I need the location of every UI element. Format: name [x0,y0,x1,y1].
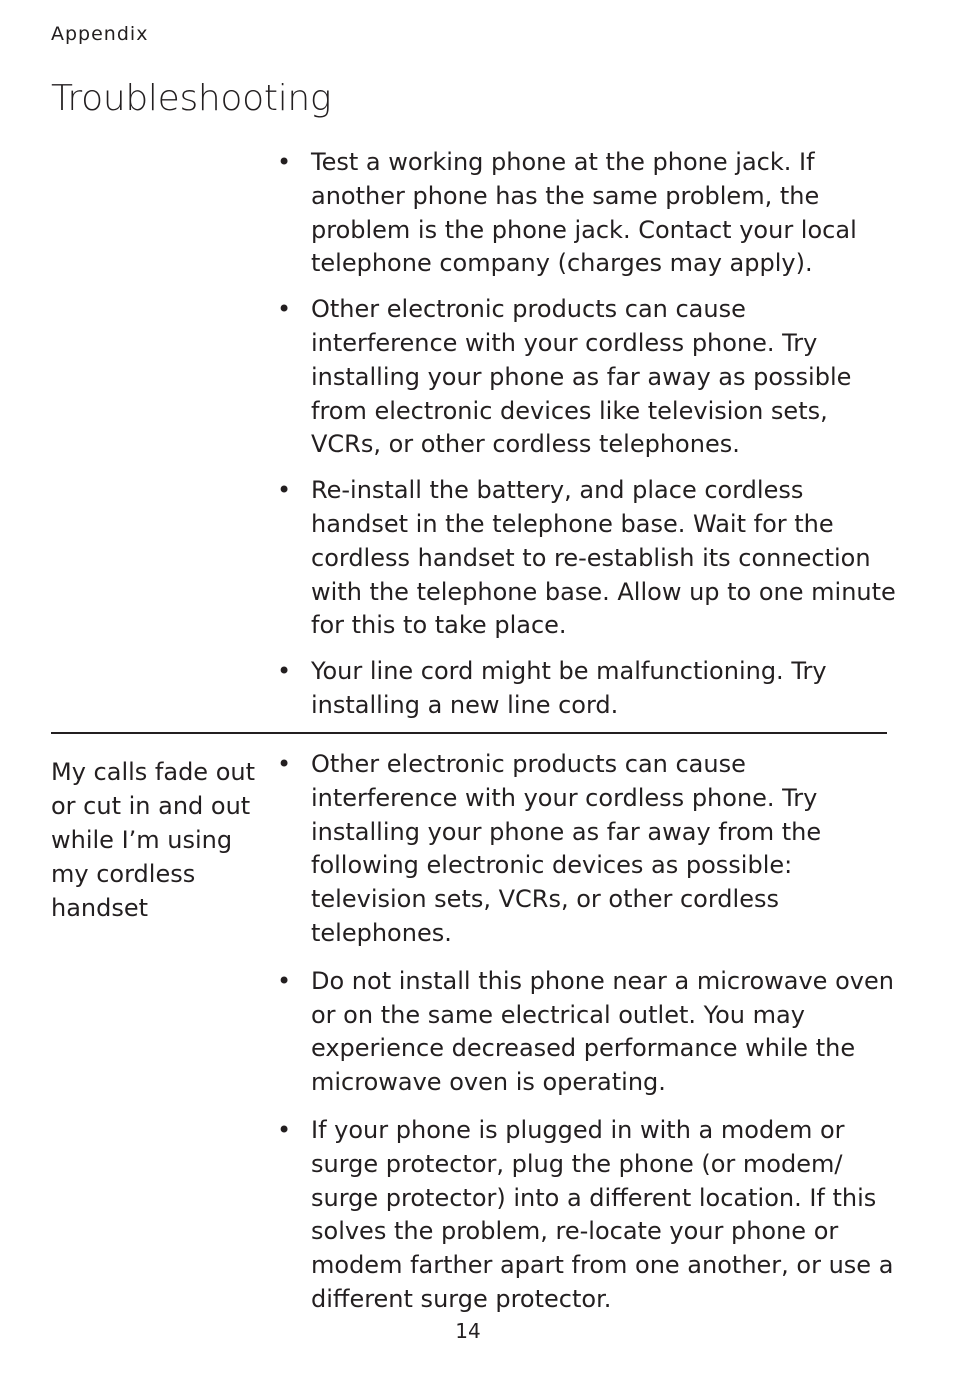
solution-text: Other electronic products can cause interference with your cordless phone. Try installing your phone as far away from the following electronic devices as possible: television sets, VCRs, or other cordless telephones. [311,750,822,947]
solution-text: Test a working phone at the phone jack. If another phone has the same problem, the problem is the phone jack. Contact your local telephone company (charges may apply). [311,148,857,278]
bullet-icon: • [277,476,292,505]
page-title: Troubleshooting [51,78,332,119]
solution-item [277,146,897,281]
bullet-icon: • [277,657,292,686]
row-divider [51,732,887,734]
solution-text: If your phone is plugged in with a modem or surge protector, plug the phone (or modem/ surge protector) into a different location. If this solves the problem, re-locate your phone or modem farther apart from one another, or use a different surge protector. [311,1115,894,1313]
bullet-icon: • [277,148,292,176]
solution-text: Re-install the battery, and place cordless handset in the telephone base. Wait for the cordless handset to re-establish its connection with the telephone base. Allow up to one minute for this to take place. [311,476,896,640]
bullet-icon: • [277,1115,292,1144]
solution-text: Your line cord might be malfunctioning. Try installing a new line cord. [311,657,827,719]
bullet-icon: • [277,295,292,324]
solution-item [277,293,897,462]
bullet-icon: • [277,750,292,778]
problem-description: My calls fade out or cut in and out while I’m using my cordless handset [51,758,255,922]
solution-list [277,146,897,735]
solution-text: Other electronic products can cause interference with your cordless phone. Try installing your phone as far away as possible from electronic devices like television sets, VCRs, or other cordless telephones. [311,295,852,459]
solution-item [277,474,897,643]
section-label: Appendix [51,23,149,45]
solution-item [277,965,897,1100]
page-number: 14 [455,1319,481,1343]
solution-item [277,748,897,951]
solution-item [277,655,897,723]
bullet-icon: • [277,966,292,995]
solution-item [277,1114,897,1317]
solution-text: Do not install this phone near a microwave oven or on the same electrical outlet. You may experience decreased performance while the microwave oven is operating. [311,966,894,1097]
solution-list [277,748,897,1331]
